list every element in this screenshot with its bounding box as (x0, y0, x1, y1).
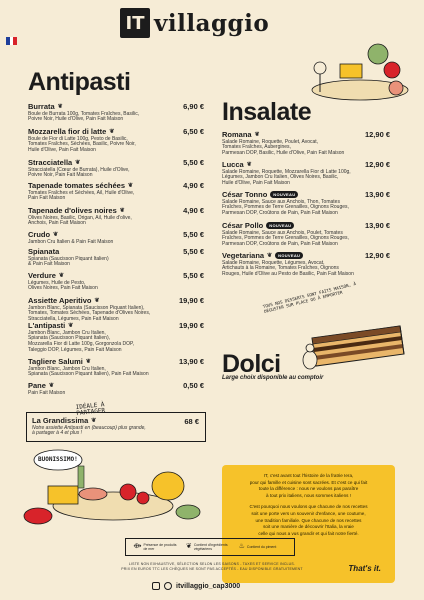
legend-item-leaf (186, 543, 234, 551)
menu-item (222, 221, 390, 248)
menu-item-label: César Tonno (222, 190, 268, 199)
menu-item-label: L'antipasti (28, 321, 66, 330)
leaf-icon: ❦ (58, 273, 64, 279)
dolci-title: Dolci (222, 350, 281, 378)
brand-logo (120, 8, 269, 38)
grandissima-name (32, 416, 200, 425)
leaf-icon: ❦ (246, 162, 252, 168)
menu-item-label: Assiette Aperitivo (28, 296, 92, 305)
menu-item-desc: Jambon Cru Italien & Pain Fait Maison (28, 238, 114, 245)
menu-item-name (28, 158, 80, 167)
menu-item-desc: Boule de Burrata 100g, Tomates Fraîches, Basilic, Poivre Noir, Huile d'Olive, Pain Fait Maison (28, 110, 140, 123)
menu-item-label: Burrata (28, 102, 55, 111)
menu-item (28, 381, 204, 396)
menu-item-label: Mozzarella fior di latte (28, 127, 107, 136)
grandissima-price: 68 € (184, 417, 199, 426)
grandissima-box (26, 412, 206, 442)
menu-item (222, 130, 390, 157)
menu-item-price: 5,50 € (183, 271, 204, 280)
leaf-icon: ❦ (57, 104, 63, 110)
fish-icon: ⟴ (133, 543, 142, 550)
menu-item (222, 251, 390, 278)
menu-item-label: Spianata (28, 247, 60, 256)
menu-item-row (222, 251, 390, 260)
leaf-icon: ❦ (68, 323, 74, 329)
menu-item-row (28, 247, 204, 256)
menu-item-row (28, 230, 204, 239)
menu-item (28, 247, 204, 268)
menu-item-name (28, 127, 114, 136)
menu-item-price: 13,90 € (178, 357, 204, 366)
buonissimo-bubble: BUONISSIMO! (38, 456, 78, 463)
menu-item-desc: Salade Romaine, Sauce aux Anchois, Thon, Tomates Fraîches, Pommes de Terre Grenailles, Oignons Rouges, Parmesan DOP, Croûtons de Pain, Pain Fait Maison (222, 198, 349, 217)
flag-stripe-red (13, 37, 17, 45)
menu-item (28, 181, 204, 202)
menu-item-desc: Salade Romaine, Roquette, Légumes, Avocat, Artichauts à la Romaine, Tomates Fraîches, Oignons Rouges, Huile d'Olive au Pesto de Basilic, Pain Fait Maison (222, 259, 354, 278)
menu-item-name (28, 247, 59, 256)
vegetable-cart-illustration (300, 30, 410, 105)
menu-item-label: Tapenade d'olives noires (28, 206, 117, 215)
leaf-icon: ❦ (109, 129, 115, 135)
menu-item (28, 127, 204, 154)
social-handle[interactable] (152, 582, 240, 590)
menu-item-row (28, 206, 204, 215)
menu-item-desc: Jambon Blanc, Jambon Cru Italien, Spianata (Saucisson Piquant Italien), Mozzarella Fior di Latte 100g, Gorgonzola DOP, Taleggio DOP, Légumes, Pain Fait Maison (28, 329, 135, 353)
menu-item-price: 12,90 € (364, 160, 390, 169)
menu-item-desc: Tomates Fraîches et Sèchées, Ail, Huile d'Olive, Pain Fait Maison (28, 189, 135, 202)
menu-item-row (28, 321, 204, 330)
menu-item-name (222, 160, 252, 169)
menu-item-name (28, 321, 73, 330)
menu-item-desc: Olives Noires, Basilic, Origan, Ail, Huile d'olive, Anchois, Pain Fait Maison (28, 214, 132, 227)
menu-item-desc: Pain Fait Maison (28, 389, 66, 396)
menu-item-desc: Légumes, Huile de Pesto, Olives Noires, Pain Fait Maison (28, 279, 98, 292)
menu-item-name (28, 381, 54, 390)
menu-item-name (222, 251, 303, 260)
french-flag-icon (6, 37, 17, 45)
leaf-icon: ❦ (48, 383, 54, 389)
story-paragraph-2: C'est pourquoi nous voulons que chacune de nos recettes soit une porte vers un souvenir d'enfance, une coutume, une tradition familiale. Que chacune de nos recettes soit une manière de découvrir l'Italia, la vraie celle qui nous a vus grandir et qui fait notre fierté. (249, 504, 368, 536)
leaf-icon: ❦ (267, 253, 273, 259)
menu-item-row (28, 296, 204, 305)
menu-item-row (28, 127, 204, 136)
menu-item-label: César Pollo (222, 221, 264, 230)
menu-item-desc: Jambon Blanc, Spianata (Saucisson Piquant Italien), Tomates, Tomates Sèchées, Tapenade d'Olives Noires, Stracciatella, Légumes, Pain Fait Maison (28, 304, 151, 323)
story-paragraph-1: IT, c'est avant tout l'histoire de la fratrie Iera, pour qui famille et cuisine sont sacrées. Et c'est ce qui fait toute la différence : nous ne voulons pas paraître à tout prix italiens, nous sommes italiens ! (249, 473, 368, 498)
menu-item-price: 5,50 € (183, 158, 204, 167)
menu-item-name (28, 206, 125, 215)
facebook-icon[interactable] (164, 582, 172, 590)
dolci-subtitle: Large choix disponible au comptoir (222, 375, 324, 381)
social-handle-text[interactable]: itvillaggio_cap3000 (176, 582, 241, 590)
new-badge: NOUVEAU (266, 222, 294, 229)
antipasti-title: Antipasti (28, 68, 131, 96)
menu-item (28, 230, 204, 245)
menu-item (222, 190, 390, 217)
dessert-note: TOUS NOS DESSERTS SONT FAITS MAISON, À DÉGUSTER SUR PLACE OU À EMPORTER (262, 281, 357, 314)
grande-share-note: IDÉALE À PARTAGER (75, 401, 106, 418)
menu-item-name (28, 230, 58, 239)
new-badge: NOUVEAU (270, 191, 298, 198)
menu-item-label: Tagliere Salumi (28, 357, 83, 366)
menu-item (28, 296, 204, 323)
menu-item-name (28, 357, 91, 366)
menu-item-row (28, 102, 204, 111)
menu-item-desc: Salade Romaine, Roquette, Poulet, Avocat, Tomates Fraîches, Aubergines, Parmesan DOP, Basilic, Huile d'Olive, Pain Fait Maison (222, 138, 345, 157)
leaf-icon: ❦ (53, 232, 59, 238)
menu-item-label: Stracciatella (28, 158, 73, 167)
leaf-icon: ❦ (85, 359, 91, 365)
cake-illustration (300, 308, 410, 373)
leaf-icon: ❦ (128, 183, 134, 189)
menu-item-label: Lucca (222, 160, 244, 169)
menu-item-label: Tapenade tomates séchées (28, 181, 125, 190)
legend-item-spicy (239, 545, 287, 549)
menu-item-price: 5,50 € (183, 230, 204, 239)
menu-item-label: Verdure (28, 271, 56, 280)
menu-item-name (28, 296, 100, 305)
menu-item-name (222, 221, 294, 230)
menu-item (28, 158, 204, 179)
menu-item-price: 0,50 € (183, 381, 204, 390)
menu-item-price: 19,90 € (178, 296, 204, 305)
menu-item-name (222, 190, 298, 199)
leaf-icon: ❦ (185, 543, 192, 550)
leaf-icon: ❦ (94, 298, 100, 304)
menu-item-price: 6,90 € (183, 102, 204, 111)
allergen-legend (125, 538, 295, 556)
legend-label: Contient d'ingrédients végétariens (193, 543, 228, 551)
menu-item (28, 271, 204, 292)
menu-item-label: Crudo (28, 230, 51, 239)
menu-item-row (28, 158, 204, 167)
leaf-icon: ❦ (91, 418, 97, 424)
legend-label: Contient du piment (246, 545, 277, 549)
instagram-icon[interactable] (152, 582, 160, 590)
legend-item-fish (133, 543, 181, 551)
menu-item-desc: Spianata (Saucisson Piquant Italien) & Pain Fait Maison (28, 255, 109, 268)
menu-item-row (222, 221, 390, 230)
menu-item-name (28, 181, 133, 190)
menu-item-row (28, 181, 204, 190)
menu-item-row (222, 160, 390, 169)
logo-mark: IT (120, 8, 150, 38)
menu-item-row (222, 130, 390, 139)
menu-item-row (222, 190, 390, 199)
menu-item-price: 5,50 € (183, 247, 204, 256)
menu-item-label: Romana (222, 130, 252, 139)
menu-item-row (28, 271, 204, 280)
menu-item-price: 19,90 € (178, 321, 204, 330)
menu-item (28, 357, 204, 378)
disclaimer: LISTE NON EXHAUSTIVE, SÉLECTION SELON LES SAISONS - TAXES ET SERVICE INCLUS. PRIX EN EUROS TTC LES CHÈQUES NE SONT PAS ACCEPTÉS - EAU DISPONIBLE GRATUITEMENT (121, 562, 303, 571)
menu-item-price: 13,90 € (364, 190, 390, 199)
grandissima-label: La Grandissima (32, 416, 89, 425)
menu-item (222, 160, 390, 187)
grandissima-desc: Notre assiette Antipasti en (beaucoup) plus grande, à partager à 4 et plus ! (32, 424, 146, 437)
menu-item-desc: Jambon Blanc, Jambon Cru Italien, Spianata (Saucisson Piquant Italien), Pain Fait Maison (28, 365, 149, 378)
menu-item-desc: Boule de Fior di Latte 100g, Pesto de Basilic, Tomates Fraîches, Sèchées, Basilic, Poivre Noir, Huile d'Olive, Pain Fait Maison (28, 135, 136, 154)
legend-label: Présence de produits de mer (143, 543, 177, 551)
leaf-icon: ❦ (75, 160, 81, 166)
menu-item-price: 12,90 € (364, 130, 390, 139)
menu-item (28, 206, 204, 227)
new-badge: NOUVEAU (275, 252, 303, 259)
menu-item-name (28, 271, 64, 280)
logo-text: villaggio (154, 9, 270, 37)
menu-item-desc: Stracciatella (Cœur de Burrata), Huile d'Olive, Poivre Noir, Pain Fait Maison (28, 166, 130, 179)
spicy-icon: ♨ (238, 543, 245, 550)
menu-item-row (28, 357, 204, 366)
menu-item-price: 6,50 € (183, 127, 204, 136)
menu-item-price: 4,90 € (183, 181, 204, 190)
menu-item-price: 4,90 € (183, 206, 204, 215)
menu-item-label: Vegetariana (222, 251, 265, 260)
menu-item (28, 321, 204, 354)
menu-item-desc: Salade Romaine, Roquette, Mozzarella Fior di Latte 100g, Légumes, Jambon Cru Italien, Olives Noires, Basilic, Huile d'Olive, Pain Fait Maison (222, 168, 351, 187)
menu-item-row (28, 381, 204, 390)
menu-item-name (28, 102, 63, 111)
menu-item-label: Pane (28, 381, 46, 390)
leaf-icon: ❦ (119, 208, 125, 214)
menu-item-price: 13,90 € (364, 221, 390, 230)
insalate-title: Insalate (222, 98, 312, 126)
menu-item-name (222, 130, 260, 139)
story-signature: That's it. (348, 564, 381, 573)
leaf-icon: ❦ (254, 132, 260, 138)
menu-item (28, 102, 204, 123)
menu-item-price: 12,90 € (364, 251, 390, 260)
menu-item-desc: Salade Romaine, Sauce aux Anchois, Poulet, Tomates Fraîches, Pommes de Terre Grenailles, Oignons Rouges, Parmesan DOP, Croûtons de Pain, Pain Fait Maison (222, 229, 349, 248)
